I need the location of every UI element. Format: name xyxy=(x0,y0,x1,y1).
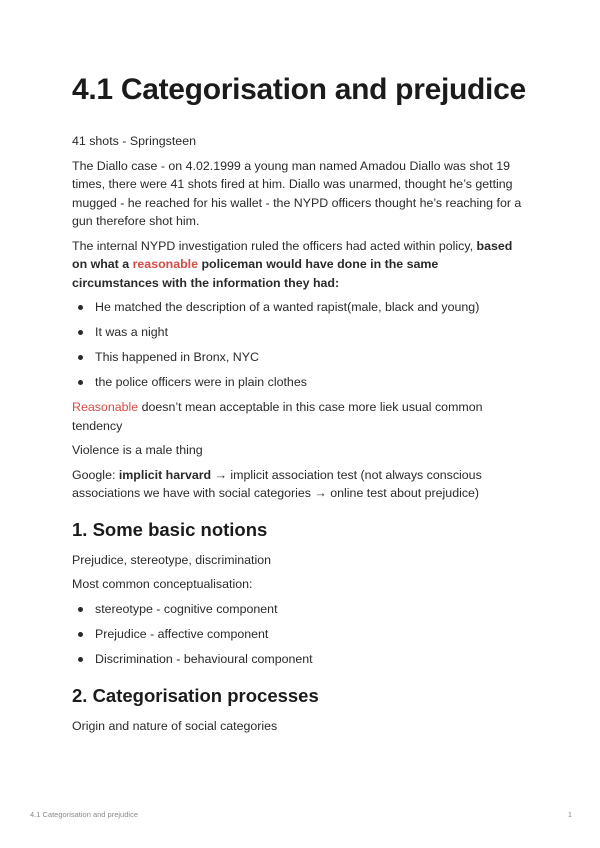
paragraph-violence: Violence is a male thing xyxy=(72,443,203,458)
page-title: 4.1 Categorisation and prejudice xyxy=(72,73,526,106)
bullet-list-circumstances xyxy=(72,298,528,392)
list-item: He matched the description of a wanted rapist(male, black and young) xyxy=(72,298,528,317)
paragraph-nypd-investigation xyxy=(72,237,528,293)
list-item: It was a night xyxy=(72,323,528,342)
footer-page-number: 1 xyxy=(567,810,572,819)
implicit-harvard-bold: implicit harvard xyxy=(118,467,212,482)
document-page xyxy=(72,72,528,741)
bullet-icon xyxy=(78,632,83,637)
footer-title: 4.1 Categorisation and prejudice xyxy=(30,810,138,819)
list-item: stereotype - cognitive component xyxy=(72,600,528,619)
bullet-icon xyxy=(78,355,83,360)
page-footer xyxy=(30,810,572,819)
paragraph-diallo-case: The Diallo case - on 4.02.1999 a young man named Amadou Diallo was shot 19 times, there were 41 shots fired at him. Diallo was unarmed, thought he’s getting mugged - he reached for his wallet - the NYPD officers thought he’s reaching for a gun therefore shot him. xyxy=(72,158,522,228)
list-item: Discrimination - behavioural component xyxy=(72,650,528,669)
list-item: Prejudice - affective component xyxy=(72,625,528,644)
bullet-icon xyxy=(78,305,83,310)
paragraph-origin: Origin and nature of social categories xyxy=(72,718,278,733)
bullet-icon xyxy=(78,380,83,385)
paragraph-springsteen: 41 shots - Springsteen xyxy=(72,134,196,148)
section-heading-basic-notions: 1. Some basic notions xyxy=(72,518,268,540)
paragraph-prejudice-stereotype: Prejudice, stereotype, discrimination xyxy=(72,552,272,567)
bullet-icon xyxy=(78,607,83,612)
paragraph-google: Google: implicit harvard → implicit association test (not always conscious associations we have with social categories → online test about prejudice) xyxy=(72,467,482,501)
paragraph-reasonable: Reasonable doesn’t mean acceptable in this case more liek usual common tendency xyxy=(72,400,483,433)
bullet-list-components xyxy=(72,600,528,669)
reasonable-red-text: Reasonable xyxy=(72,400,139,415)
nypd-bold-text: based on what a reasonable policeman would have done in the same circumstances with the information they had: xyxy=(72,238,513,290)
bullet-icon xyxy=(78,657,83,662)
bullet-icon xyxy=(78,330,83,335)
section-heading-categorisation: 2. Categorisation processes xyxy=(72,684,319,706)
reasonable-highlight: reasonable xyxy=(132,257,199,271)
nypd-text: The internal NYPD investigation ruled the officers had acted within policy, xyxy=(72,238,477,253)
paragraph-conceptualisation: Most common conceptualisation: xyxy=(72,577,253,592)
list-item: the police officers were in plain clothes xyxy=(72,373,528,392)
list-item: This happened in Bronx, NYC xyxy=(72,348,528,367)
